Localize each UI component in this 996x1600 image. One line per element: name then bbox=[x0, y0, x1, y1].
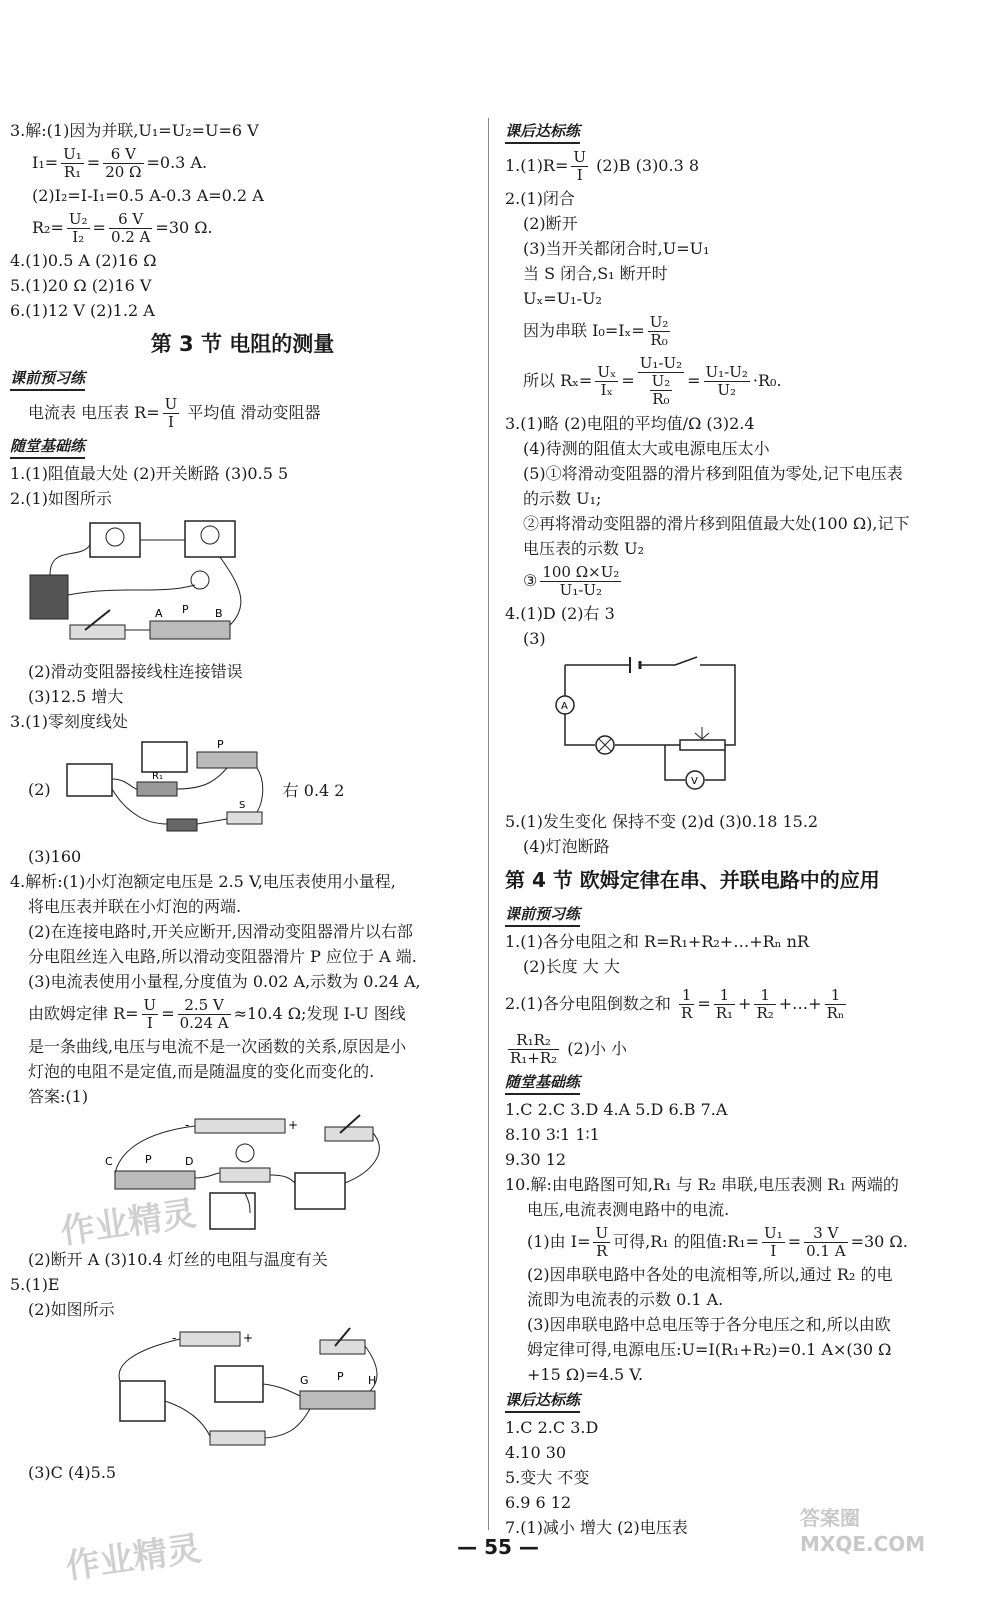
denominator: I bbox=[770, 1242, 777, 1260]
denominator: I bbox=[146, 1014, 153, 1032]
numerator: 3 V bbox=[804, 1225, 847, 1243]
numerator: U₁ bbox=[764, 1224, 783, 1242]
svg-text:R₁: R₁ bbox=[151, 771, 163, 782]
text: 所以 Rₓ= bbox=[523, 371, 593, 390]
s10-line6: (3)因串联电路中总电压等于各分电压之和,所以由欧 bbox=[527, 1315, 891, 1334]
denominator: I bbox=[168, 413, 174, 431]
fraction bbox=[754, 987, 775, 1022]
text: = bbox=[621, 371, 635, 390]
q3-line1: 3.解:(1)因为并联,U₁=U₂=U=6 V bbox=[10, 121, 259, 140]
a2-line2: (2)断开 bbox=[523, 214, 578, 233]
denominator: R₁ bbox=[63, 163, 82, 181]
text: ≈10.4 Ω;发现 I-U 图线 bbox=[233, 1004, 406, 1023]
text: + bbox=[738, 994, 752, 1013]
numerator: 6 V bbox=[103, 146, 143, 164]
text: 平均值 滑动变阻器 bbox=[182, 403, 321, 422]
svg-text:-: - bbox=[185, 1118, 190, 1132]
text: I₁= bbox=[32, 153, 59, 172]
text: ③ bbox=[523, 571, 538, 590]
svg-text:G: G bbox=[300, 1374, 309, 1387]
b4-answer-label: 答案:(1) bbox=[28, 1087, 89, 1106]
numerator: U₂ bbox=[651, 372, 671, 390]
b3-line: 3.(1)零刻度线处 bbox=[10, 712, 128, 731]
denominator: R₁+R₂ bbox=[510, 1049, 558, 1067]
b4-answer-line2: (2)断开 A (3)10.4 灯丝的电阻与温度有关 bbox=[28, 1250, 328, 1269]
denominator: R₁ bbox=[715, 1004, 734, 1022]
circuit-figure-4 bbox=[100, 1326, 400, 1456]
fraction bbox=[103, 146, 143, 181]
numerator: U₁-U₂ bbox=[705, 363, 748, 381]
denominator: 20 Ω bbox=[105, 163, 142, 181]
numerator: 6 V bbox=[109, 211, 152, 229]
denominator: 0.2 A bbox=[110, 228, 151, 246]
fraction bbox=[163, 396, 180, 431]
fraction bbox=[762, 1225, 785, 1260]
denominator: I bbox=[576, 166, 583, 184]
fraction bbox=[679, 987, 694, 1022]
q3-line2: (2)I₂=I-I₁=0.5 A-0.3 A=0.2 A bbox=[32, 186, 264, 205]
fraction bbox=[595, 364, 618, 399]
p2-line1 bbox=[505, 979, 980, 1029]
denominator: Rₙ bbox=[826, 1004, 845, 1022]
text: (2)小 小 bbox=[562, 1039, 628, 1058]
svg-text:B: B bbox=[215, 607, 223, 620]
svg-text:P: P bbox=[216, 738, 224, 751]
preview-answer bbox=[10, 393, 475, 433]
q3-r2-formula bbox=[10, 208, 475, 248]
denominator: U₁-U₂ bbox=[559, 581, 603, 599]
circuit-schematic bbox=[535, 655, 795, 805]
svg-text:+: + bbox=[288, 1118, 299, 1132]
basic-heading: 随堂基础练 bbox=[10, 435, 85, 459]
a2-line5: Uₓ=U₁-U₂ bbox=[523, 289, 602, 308]
fraction bbox=[714, 987, 735, 1022]
b3-row bbox=[10, 734, 475, 844]
a3-line7 bbox=[505, 561, 980, 601]
b4-line8: 灯泡的电阻不是定值,而是随温度的变化而变化的. bbox=[28, 1062, 375, 1081]
svg-text:A: A bbox=[561, 701, 568, 712]
c7-line: 7.(1)减小 增大 (2)电压表 bbox=[505, 1518, 688, 1537]
c1-line: 1.C 2.C 3.D bbox=[505, 1418, 599, 1437]
text: 右 0.4 2 bbox=[282, 780, 345, 800]
column-divider bbox=[488, 118, 489, 1530]
text: +…+ bbox=[778, 994, 822, 1013]
svg-text:P: P bbox=[145, 1153, 152, 1166]
numerator: 1 bbox=[754, 987, 775, 1005]
fraction bbox=[540, 564, 621, 599]
denominator: 0.24 A bbox=[179, 1014, 229, 1032]
numerator: U₁ bbox=[63, 145, 82, 163]
b1-line: 1.(1)阻值最大处 (2)开关断路 (3)0.5 5 bbox=[10, 464, 289, 483]
s10-line7: 姆定律可得,电源电压:U=I(R₁+R₂)=0.1 A×(30 Ω bbox=[527, 1340, 892, 1359]
text: ·R₀. bbox=[752, 371, 782, 390]
a3-line6: 电压表的示数 U₂ bbox=[523, 539, 644, 558]
watermark-logo: 答案圈 MXQE.COM bbox=[800, 1506, 926, 1556]
denominator: U₂ bbox=[717, 381, 737, 399]
svg-text:V: V bbox=[691, 776, 698, 787]
numerator: U₁-U₂ bbox=[639, 354, 683, 372]
fraction bbox=[648, 314, 671, 349]
text: =30 Ω. bbox=[850, 1232, 908, 1251]
fraction bbox=[142, 997, 159, 1032]
b5-line1: 5.(1)E bbox=[10, 1275, 60, 1294]
b4-line1: 4.解析:(1)小灯泡额定电压是 2.5 V,电压表使用小量程, bbox=[10, 872, 396, 891]
denominator: Iₓ bbox=[600, 381, 613, 399]
right-column bbox=[505, 118, 980, 1540]
circuit-figure-1 bbox=[10, 515, 250, 655]
svg-text:P: P bbox=[182, 603, 189, 616]
numerator: U bbox=[143, 996, 157, 1014]
numerator: U bbox=[573, 148, 587, 166]
denominator: R₂ bbox=[756, 1004, 774, 1022]
denominator: R bbox=[596, 1242, 608, 1260]
q3-i1-formula bbox=[10, 143, 475, 183]
fraction bbox=[804, 1225, 847, 1260]
q5-line: 5.(1)20 Ω (2)16 V bbox=[10, 276, 152, 295]
text: 2.(1)各分电阻倒数之和 bbox=[505, 994, 677, 1013]
fraction bbox=[508, 1032, 559, 1067]
text: =30 Ω. bbox=[155, 218, 213, 237]
preview-heading: 课前预习练 bbox=[10, 367, 85, 391]
watermark: 作业精灵 bbox=[63, 1528, 204, 1588]
svg-text:H: H bbox=[368, 1374, 377, 1387]
text: 电流表 电压表 R= bbox=[28, 403, 160, 422]
svg-text:S: S bbox=[238, 800, 246, 811]
numerator: 100 Ω×U₂ bbox=[542, 563, 620, 581]
s10-line4: (2)因串联电路中各处的电流相等,所以,通过 R₂ 的电 bbox=[527, 1265, 893, 1284]
fraction bbox=[67, 211, 90, 246]
section-4-title: 第 4 节 欧姆定律在串、并联电路中的应用 bbox=[505, 868, 880, 892]
preview-heading-2: 课前预习练 bbox=[505, 903, 580, 927]
s9-line: 9.30 12 bbox=[505, 1150, 567, 1169]
a3-line5: ②再将滑动变阻器的滑片移到阻值最大处(100 Ω),记下 bbox=[523, 514, 910, 533]
fraction bbox=[825, 987, 847, 1022]
text: = bbox=[687, 371, 701, 390]
a3-line4: 的示数 U₁; bbox=[523, 489, 602, 508]
after-class-heading-2: 课后达标练 bbox=[505, 1389, 580, 1413]
circuit-figure-2 bbox=[57, 734, 267, 844]
left-column bbox=[10, 118, 475, 1485]
b2-line: 2.(1)如图所示 bbox=[10, 489, 112, 508]
page-number: — 55 — bbox=[457, 1535, 539, 1559]
text: = bbox=[161, 1004, 175, 1023]
a2-line1: 2.(1)闭合 bbox=[505, 189, 575, 208]
text: 由欧姆定律 R= bbox=[28, 1004, 139, 1023]
watermark: 作业精灵 bbox=[58, 1193, 199, 1253]
text: 因为串联 I₀=Iₓ= bbox=[523, 321, 645, 340]
a3-line3: (5)①将滑动变阻器的滑片移到阻值为零处,记下电压表 bbox=[523, 464, 903, 483]
fraction bbox=[61, 146, 84, 181]
numerator: 1 bbox=[679, 987, 694, 1005]
b4-formula bbox=[10, 994, 475, 1034]
a2-line7 bbox=[505, 351, 980, 411]
numerator: U bbox=[164, 395, 178, 413]
c5-line: 5.变大 不变 bbox=[505, 1468, 590, 1487]
b2-line3: (3)12.5 增大 bbox=[28, 687, 124, 706]
denominator: R bbox=[681, 1004, 693, 1022]
nested-fraction bbox=[648, 373, 675, 408]
text: = bbox=[86, 153, 101, 172]
fraction bbox=[571, 149, 588, 184]
svg-text:D: D bbox=[185, 1155, 194, 1168]
c4-line: 4.10 30 bbox=[505, 1443, 567, 1462]
b3-line3: (3)160 bbox=[28, 847, 82, 866]
fraction bbox=[704, 364, 750, 399]
a4-line2: (3) bbox=[523, 629, 546, 648]
b4-line3: (2)在连接电路时,开关应断开,因滑动变阻器滑片以右部 bbox=[28, 922, 413, 941]
a2-line3: (3)当开关都闭合时,U=U₁ bbox=[523, 239, 710, 258]
a5-line1: 5.(1)发生变化 保持不变 (2)d (3)0.18 15.2 bbox=[505, 812, 819, 831]
b5-line3: (3)C (4)5.5 bbox=[28, 1463, 117, 1482]
s10-line2: 电压,电流表测电路中的电流. bbox=[527, 1200, 730, 1219]
text: 1.(1)R= bbox=[505, 156, 569, 175]
svg-text:A: A bbox=[155, 607, 163, 620]
a4-line1: 4.(1)D (2)右 3 bbox=[505, 604, 615, 623]
numerator: 1 bbox=[714, 987, 735, 1005]
s10-line3 bbox=[505, 1222, 980, 1262]
p2-line2 bbox=[505, 1029, 980, 1069]
svg-text:+: + bbox=[243, 1331, 254, 1345]
fraction bbox=[178, 997, 231, 1032]
text: = bbox=[697, 994, 711, 1013]
q4-line: 4.(1)0.5 A (2)16 Ω bbox=[10, 251, 157, 270]
numerator: U₂ bbox=[68, 210, 88, 228]
s10-line8: +15 Ω)=4.5 V. bbox=[527, 1365, 644, 1384]
numerator: Uₓ bbox=[597, 363, 617, 381]
text: 可得,R₁ 的阻值:R₁= bbox=[613, 1232, 760, 1251]
numerator: 1 bbox=[825, 987, 847, 1005]
numerator: R₁R₂ bbox=[508, 1032, 559, 1050]
svg-text:-: - bbox=[172, 1331, 177, 1345]
section-3-title: 第 3 节 电阻的测量 bbox=[150, 332, 335, 356]
b4-line2: 将电压表并联在小灯泡的两端. bbox=[28, 897, 242, 916]
text: (1)由 I= bbox=[527, 1232, 591, 1251]
b2-line2: (2)滑动变阻器接线柱连接错误 bbox=[28, 662, 243, 681]
b4-line7: 是一条曲线,电压与电流不是一次函数的关系,原因是小 bbox=[28, 1037, 407, 1056]
text: (2)B (3)0.3 8 bbox=[591, 156, 700, 175]
numerator: 2.5 V bbox=[178, 997, 231, 1015]
basic-heading-2: 随堂基础练 bbox=[505, 1071, 580, 1095]
numerator: U₂ bbox=[649, 313, 669, 331]
s1-line: 1.C 2.C 3.D 4.A 5.D 6.B 7.A bbox=[505, 1100, 728, 1119]
svg-text:C: C bbox=[105, 1155, 113, 1168]
text: (2) bbox=[28, 779, 51, 799]
c6-line: 6.9 6 12 bbox=[505, 1493, 572, 1512]
fraction bbox=[109, 211, 152, 246]
denominator: R₀ bbox=[650, 331, 668, 349]
after-class-heading: 课后达标练 bbox=[505, 120, 580, 144]
a5-line2: (4)灯泡断路 bbox=[523, 837, 610, 856]
denominator: 0.1 A bbox=[806, 1242, 846, 1260]
b4-line5: (3)电流表使用小量程,分度值为 0.02 A,示数为 0.24 A, bbox=[28, 972, 421, 991]
denominator: R₀ bbox=[652, 390, 670, 408]
s8-line: 8.10 3∶1 1∶1 bbox=[505, 1125, 600, 1144]
text: =0.3 A. bbox=[146, 153, 208, 172]
fraction bbox=[638, 355, 684, 408]
p1-line2: (2)长度 大 大 bbox=[523, 957, 620, 976]
text: R₂= bbox=[32, 218, 64, 237]
a3-line1: 3.(1)略 (2)电阻的平均值/Ω (3)2.4 bbox=[505, 414, 755, 433]
p1-line1: 1.(1)各分电阻之和 R=R₁+R₂+…+Rₙ nR bbox=[505, 932, 810, 951]
numerator: U bbox=[595, 1224, 609, 1242]
b5-line2: (2)如图所示 bbox=[28, 1300, 115, 1319]
a2-line4: 当 S 闭合,S₁ 断开时 bbox=[523, 264, 668, 283]
text: = bbox=[92, 218, 106, 237]
a3-line2: (4)待测的阻值太大或电源电压太小 bbox=[523, 439, 770, 458]
fraction bbox=[593, 1225, 610, 1260]
b4-line4: 分电阻丝连入电路,所以滑动变阻器滑片 P 应位于 A 端. bbox=[28, 947, 417, 966]
a2-line6 bbox=[505, 311, 980, 351]
svg-text:P: P bbox=[337, 1370, 344, 1383]
a1-line bbox=[505, 146, 980, 186]
denominator: I₂ bbox=[72, 228, 85, 246]
q6-line: 6.(1)12 V (2)1.2 A bbox=[10, 301, 155, 320]
s10-line1: 10.解:由电路图可知,R₁ 与 R₂ 串联,电压表测 R₁ 两端的 bbox=[505, 1175, 899, 1194]
text: = bbox=[787, 1232, 802, 1251]
s10-line5: 流即为电流表的示数 0.1 A. bbox=[527, 1290, 724, 1309]
